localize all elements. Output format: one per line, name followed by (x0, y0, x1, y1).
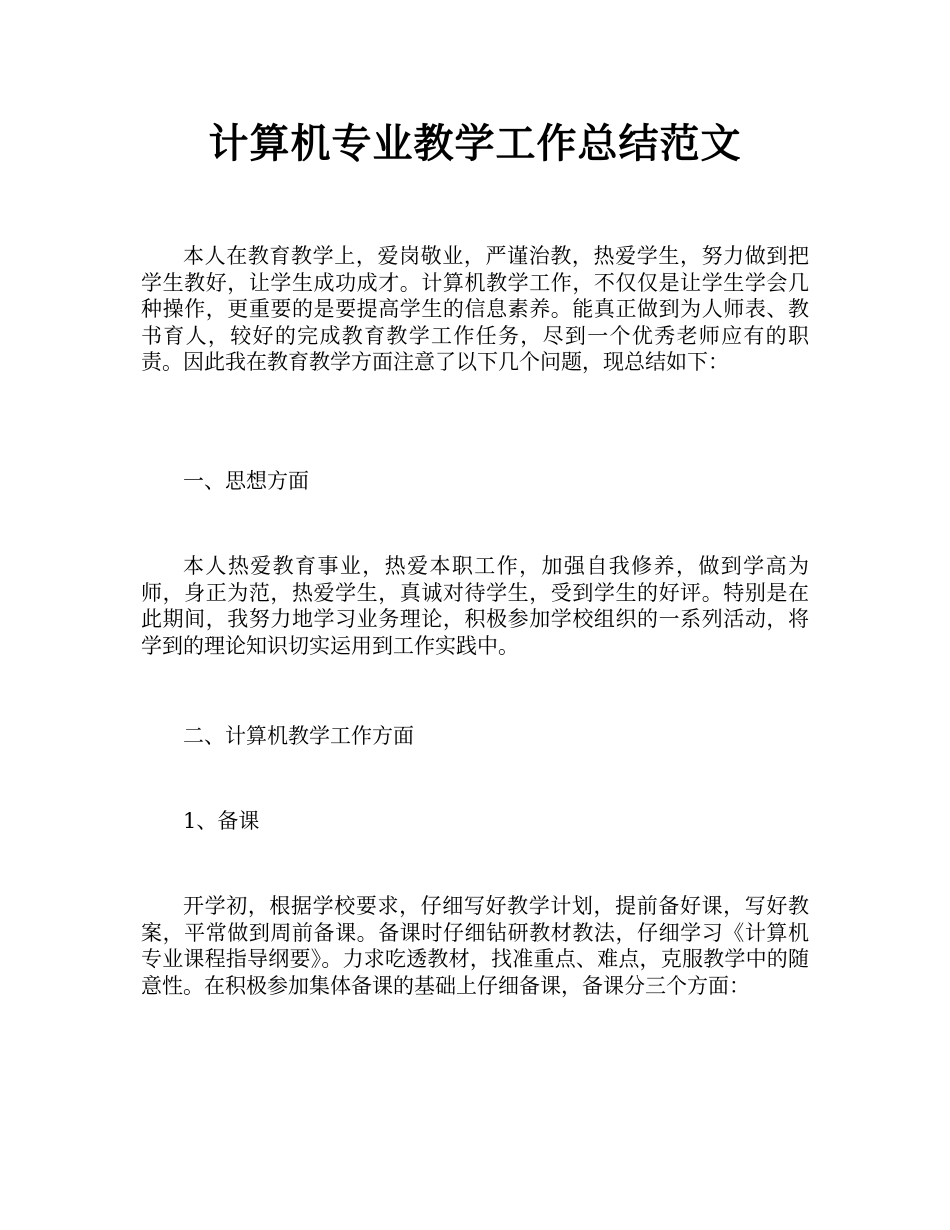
subsection-heading-lesson-prep: 1、备课 (183, 809, 260, 833)
lesson-prep-paragraph: 开学初，根据学校要求，仔细写好教学计划，提前备好课，写好教案，平常做到周前备课。备课时仔细钻研教材教法，仔细学习《计算机专业课程指导纲要》。力求吃透教材，找准重点、难点，克服教学中的随意性。在积极参加集体备课的基础上仔细备课，备课分三个方面： (141, 894, 809, 998)
thought-paragraph: 本人热爱教育事业，热爱本职工作，加强自我修养，做到学高为师，身正为范，热爱学生，真诚对待学生，受到学生的好评。特别是在此期间，我努力地学习业务理论，积极参加学校组织的一系列活动，将学到的理论知识切实运用到工作实践中。 (141, 554, 809, 658)
document-title: 计算机专业教学工作总结范文 (208, 120, 742, 167)
section-heading-thought: 一、思想方面 (183, 469, 309, 493)
section-heading-teaching: 二、计算机教学工作方面 (183, 724, 414, 748)
intro-paragraph: 本人在教育教学上，爱岗敬业，严谨治教，热爱学生，努力做到把学生教好，让学生成功成才。计算机教学工作，不仅仅是让学生学会几种操作，更重要的是要提高学生的信息素养。能真正做到为人师表、教书育人，较好的完成教育教学工作任务，尽到一个优秀老师应有的职责。因此我在教育教学方面注意了以下几个问题，现总结如下： (141, 244, 809, 374)
